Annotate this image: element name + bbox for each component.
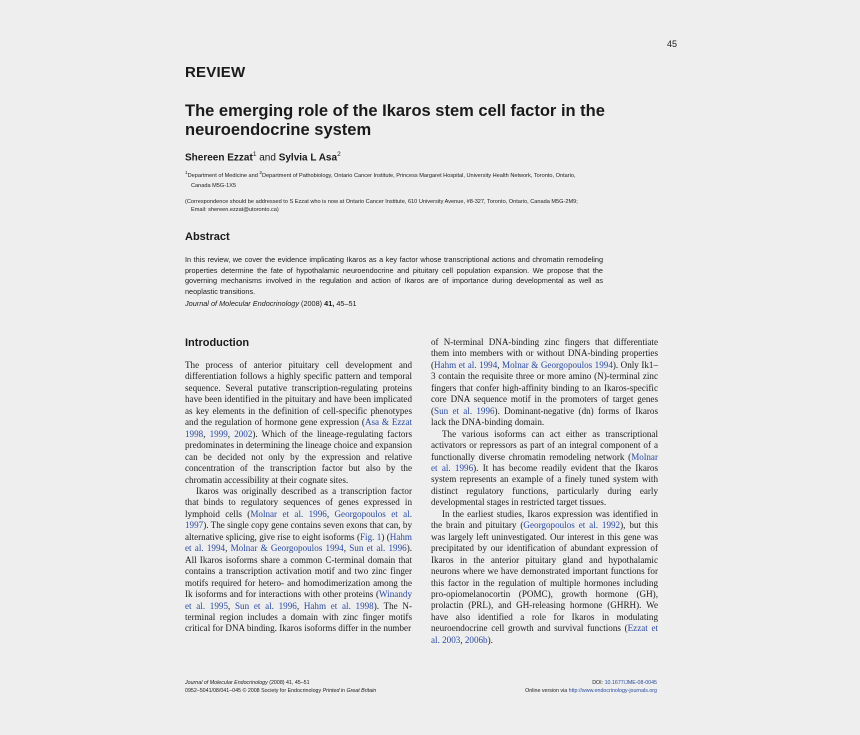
author-name: Shereen Ezzat	[185, 152, 253, 164]
section-label: REVIEW	[185, 64, 246, 81]
reference-link[interactable]: Hahm et al. 1994	[185, 531, 412, 554]
doi-link[interactable]: 10.1677/JME-08-0045	[604, 680, 657, 686]
affiliation-marker: 2	[337, 151, 341, 158]
reference-link[interactable]: Molnar et al. 1996	[431, 451, 658, 473]
correspondence-line: (Correspondence should be addressed to S Ezzat who is now at Ontario Cancer Institute, 610 University Avenue, #8-327, Toronto, Ontario, Canada M5G-2M9;	[185, 199, 578, 205]
reference-link[interactable]: 1999	[209, 428, 228, 439]
footer-doi-line: DOI: 10.1677/JME-08-0045	[592, 680, 657, 686]
text-column-left	[185, 360, 412, 635]
page-number: 45	[666, 39, 677, 49]
reference-link[interactable]: Georgopoulos et al. 1992	[523, 520, 621, 531]
reference-link[interactable]: Winandy et al. 1995	[185, 589, 412, 611]
footer-printed: Printed in Great Britain	[322, 687, 377, 694]
reference-link[interactable]: Ezzat et al. 2003	[431, 623, 659, 645]
reference-link[interactable]: 2002	[234, 428, 253, 439]
affiliation-text: Department of Pathobiology, Ontario Cancer Institute, Princess Margaret Hospital, University Health Network, Toronto, Ontario,	[262, 172, 576, 179]
reference-link[interactable]: Georgopoulos et al. 1997	[185, 508, 412, 531]
paragraph: In the earliest studies, Ikaros expression was identified in the brain and pituitary (Georgopoulos et al. 1992), but this was largely left uninvestigated. Our interest in this gene was precipitated by our identification of abundant expression of Ikaros in the anterior pituitary gland and hypothalamic neurons where we have demonstrated important functions for this factor in the regulation of multiple hormones including pro-opiomelanocortin (POMC), growth hormone (GH), prolactin (PRL), and GH-releasing hormone (GHRH). We have also identified a role for Ikaros in modulating neuroendocrine cell growth and survival functions (Ezzat et al. 2003, 2006b).	[431, 508, 659, 645]
affiliation-line	[185, 168, 625, 181]
reference-link[interactable]: Molnar et al. 1996	[250, 508, 327, 519]
paragraph: Ikaros was originally described as a transcription factor that binds to regulatory sequences of genes expressed in lymphoid cells (Molnar et al. 1996, Georgopoulos et al. 1997). The single copy gene contains seven exons that can, by alternative splicing, give rise to eight isoforms (Fig. 1) (Hahm et al. 1994, Molnar & Georgopoulos 1994, Sun et al. 1996). All Ikaros isoforms share a common C-terminal domain that contains a transcription activation motif and two zinc finger motifs required for hetero- and homodimerization among the Ik isoforms and for interactions with other proteins (Winandy et al. 1995, Sun et al. 1996, Hahm et al. 1998). The N-terminal region includes a domain with zinc finger motifs critical for DNA binding. Ikaros isoforms differ in the number	[185, 485, 413, 634]
paragraph: The process of anterior pituitary cell development and differentiation follows a highly specific pattern and temporal sequence. Several putative transcription-regulating proteins have been identified in the pituitary and have been implicated as key elements in the definition of cell-specific phenotypes and the regulation of hormone gene expression (Asa & Ezzat 1998, 1999, 2002). Which of the lineage-regulating factors predominates in determining the lineage choice and expansion can be decided not only by the expression and relative concentration of the transcription factor but also by the chromatin accessibility at their cognate sites.	[185, 360, 413, 485]
author-name: Sylvia L Asa	[278, 152, 338, 164]
reference-link[interactable]: Molnar & Georgopoulos 1994	[502, 359, 613, 370]
footer-issn-line	[185, 688, 376, 696]
abstract-citation	[185, 299, 357, 308]
reference-link[interactable]: Hahm et al. 1998	[303, 600, 374, 611]
paragraph: The various isoforms can act either as transcriptional activators or repressors as part of an integral component of a functionally diverse chromatin remodeling network (Molnar et al. 1996). It has become readily evident that the Ikaros system represents an example of a finely tuned system with distinct regulatory functions, particularly during early developmental stages in restricted target tissues.	[431, 428, 658, 508]
journal-url-link[interactable]: http://www.endocrinology-journals.org	[568, 687, 657, 694]
reference-link[interactable]: Hahm et al. 1994	[434, 359, 498, 370]
citation-pages: 45–51	[334, 299, 357, 308]
correspondence	[185, 199, 625, 214]
citation-year: (2008)	[298, 299, 325, 308]
article-title: The emerging role of the Ikaros stem cell factor in the neuroendocrine system	[185, 102, 605, 139]
footer-journal-line	[185, 680, 376, 688]
affiliations	[185, 168, 625, 191]
author-list	[185, 151, 341, 163]
figure-link[interactable]: Fig. 1	[359, 531, 382, 542]
correspondence-email[interactable]: Email: shereen.ezzat@utoronto.ca)	[191, 206, 279, 213]
abstract-heading: Abstract	[185, 231, 230, 243]
reference-link[interactable]: Sun et al. 1996	[434, 405, 495, 416]
citation-journal: Journal of Molecular Endocrinology	[185, 299, 299, 308]
footer-volume: (2008) 41, 45–51	[267, 680, 310, 686]
reference-link[interactable]: Asa & Ezzat 1998	[185, 417, 413, 439]
abstract-text: In this review, we cover the evidence implicating Ikaros as a key factor whose transcriptional actions and chromatin remodeling properties determine the fate of hypothalamic neuroendocrine and pituitary cell population expansion. We propose that the governing mechanisms involved in the regulation and action of Ikaros are of importance during developmental as well as neoplastic transitions.	[185, 255, 603, 296]
reference-link[interactable]: Sun et al. 1996	[349, 543, 407, 554]
affiliation-text: Department of Medicine and	[187, 172, 260, 179]
footer-left	[185, 680, 376, 695]
paragraph: of N-terminal DNA-binding zinc fingers that differentiate them into members with or without DNA-binding properties (Hahm et al. 1994, Molnar & Georgopoulos 1994). Only Ik1–3 contain the requisite three or more amino (N)-terminal zinc fingers that confer high-affinity binding to an Ikaros-specific core DNA sequence motif in the promoters of target genes (Sun et al. 1996). Dominant-negative (dn) forms of Ikaros lack the DNA-binding domain.	[431, 337, 658, 428]
author-conjunction: and	[256, 152, 279, 164]
reference-link[interactable]: 2006b	[464, 634, 488, 645]
footer-journal: Journal of Molecular Endocrinology	[185, 680, 268, 686]
affiliation-marker: 1	[185, 170, 188, 175]
footer-issn: 0952–5041/08/041–045 © 2008 Society for Endocrinology	[185, 687, 323, 694]
citation-volume: 41,	[324, 299, 335, 308]
reference-link[interactable]: Molnar & Georgopoulos 1994	[230, 543, 344, 554]
introduction-heading: Introduction	[185, 337, 250, 349]
text-column-right	[431, 337, 658, 646]
footer-right	[470, 680, 657, 695]
affiliation-line: Canada M5G-1X5	[191, 182, 237, 189]
reference-link[interactable]: Sun et al. 1996	[234, 600, 297, 611]
footer-online-line: Online version via http://www.endocrinology-journals.org	[525, 687, 657, 694]
affiliation-marker: 2	[259, 170, 263, 175]
affiliation-marker: 1	[252, 151, 257, 158]
